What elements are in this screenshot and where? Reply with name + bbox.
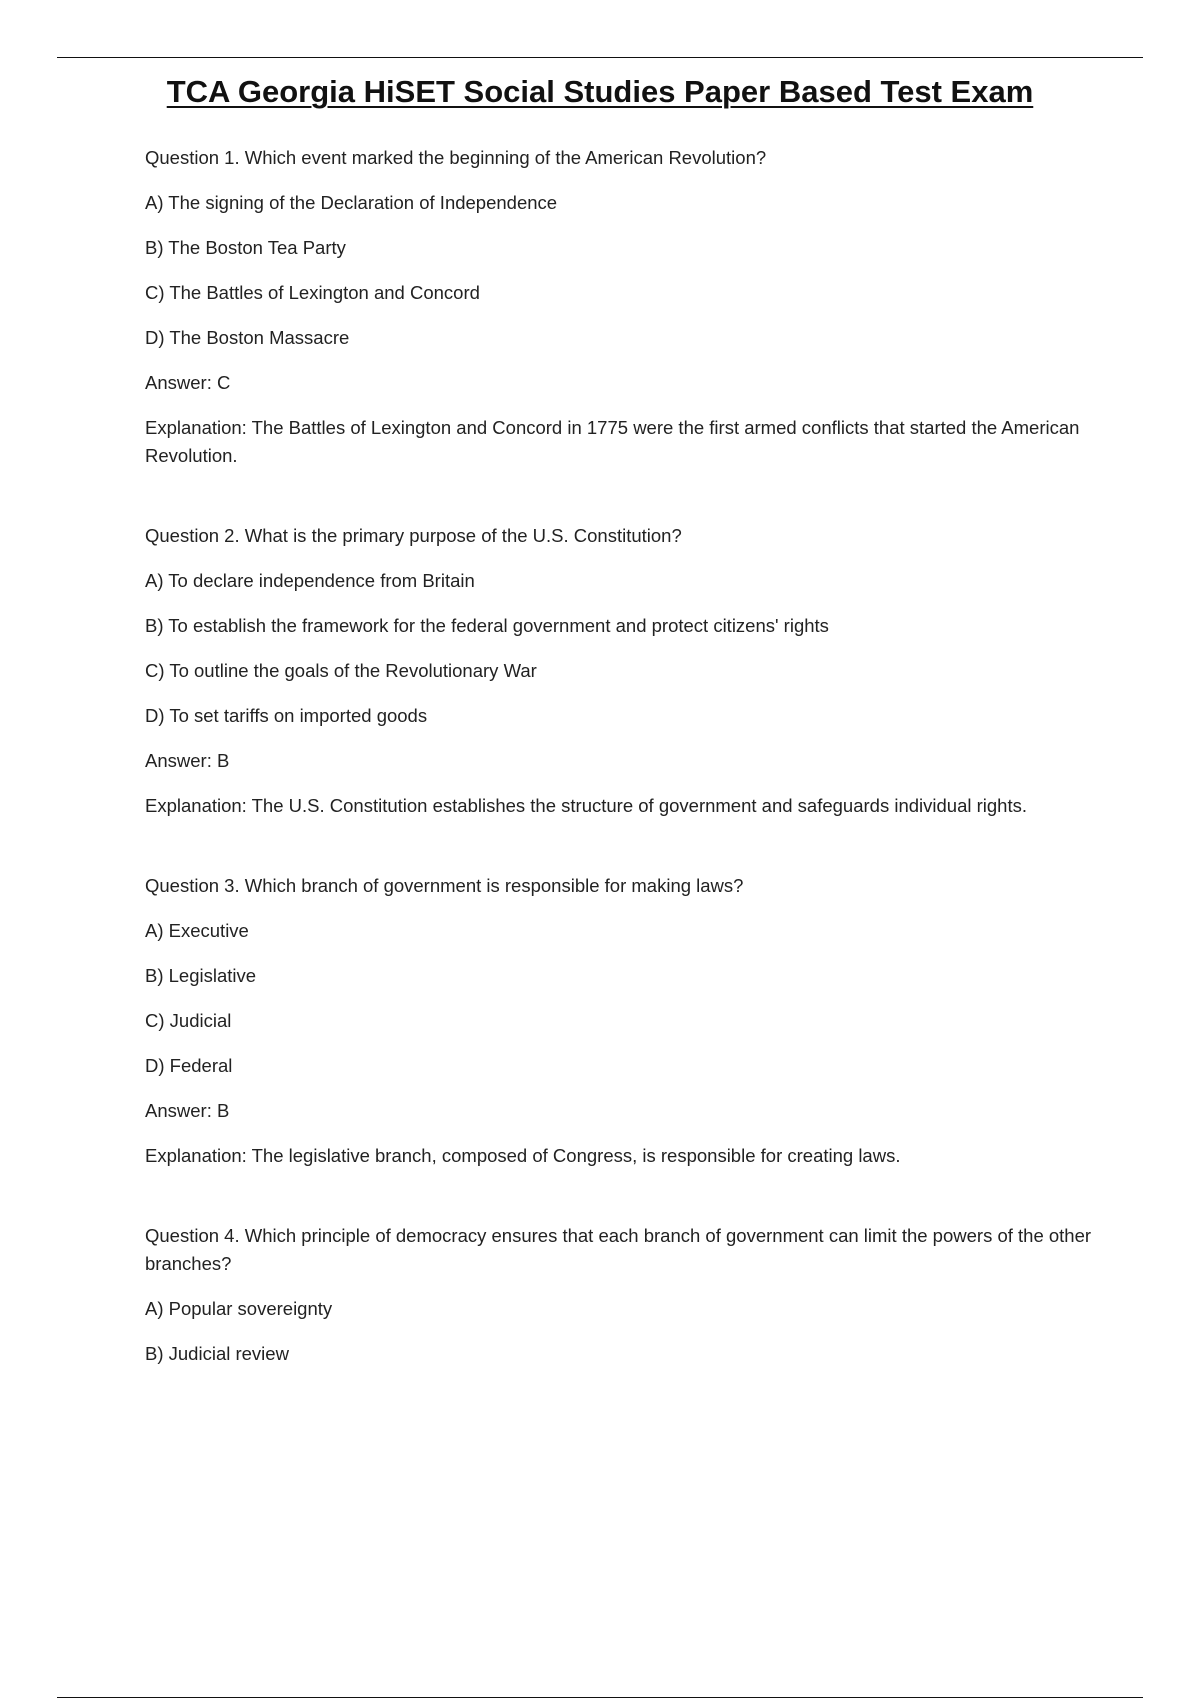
- question-prompt: Question 3. Which branch of government is responsible for making laws?: [145, 875, 744, 896]
- answer-key: Answer: C: [145, 372, 231, 393]
- answer-option-a: A) The signing of the Declaration of Independence: [145, 192, 558, 213]
- answer-option-b: B) Legislative: [145, 965, 257, 986]
- answer-option-d: D) The Boston Massacre: [145, 327, 350, 348]
- answer-option-c: C) Judicial: [145, 1010, 232, 1031]
- answer-option-b: B) The Boston Tea Party: [145, 237, 346, 258]
- question-4: [145, 1222, 1095, 1368]
- question-3: [145, 872, 1095, 1170]
- question-prompt: Question 1. Which event marked the beginning of the American Revolution?: [145, 147, 767, 168]
- document-title: TCA Georgia HiSET Social Studies Paper Based Test Exam: [166, 74, 1034, 109]
- top-rule: [57, 57, 1143, 58]
- answer-key: Answer: B: [145, 1100, 230, 1121]
- answer-explanation: Explanation: The legislative branch, composed of Congress, is responsible for creating laws.: [145, 1145, 901, 1166]
- question-prompt: Question 2. What is the primary purpose of the U.S. Constitution?: [145, 525, 682, 546]
- answer-option-d: D) Federal: [145, 1055, 233, 1076]
- question-1: [145, 144, 1095, 470]
- answer-explanation: Explanation: The U.S. Constitution establishes the structure of government and safeguards individual rights.: [145, 795, 1027, 816]
- question-list: [145, 144, 1095, 1420]
- answer-key: Answer: B: [145, 750, 230, 771]
- answer-explanation: Explanation: The Battles of Lexington and Concord in 1775 were the first armed conflicts that started the American Revolution.: [145, 417, 1080, 466]
- answer-option-a: A) Popular sovereignty: [145, 1298, 333, 1319]
- bottom-rule: [57, 1697, 1143, 1698]
- answer-option-d: D) To set tariffs on imported goods: [145, 705, 428, 726]
- answer-option-a: A) To declare independence from Britain: [145, 570, 475, 591]
- question-2: [145, 522, 1095, 820]
- answer-option-a: A) Executive: [145, 920, 249, 941]
- answer-option-c: C) The Battles of Lexington and Concord: [145, 282, 480, 303]
- answer-option-c: C) To outline the goals of the Revolutionary War: [145, 660, 537, 681]
- answer-option-b: B) To establish the framework for the federal government and protect citizens' rights: [145, 615, 829, 636]
- answer-option-b: B) Judicial review: [145, 1343, 289, 1364]
- question-prompt: Question 4. Which principle of democracy ensures that each branch of government can limit the powers of the other branches?: [145, 1225, 1092, 1274]
